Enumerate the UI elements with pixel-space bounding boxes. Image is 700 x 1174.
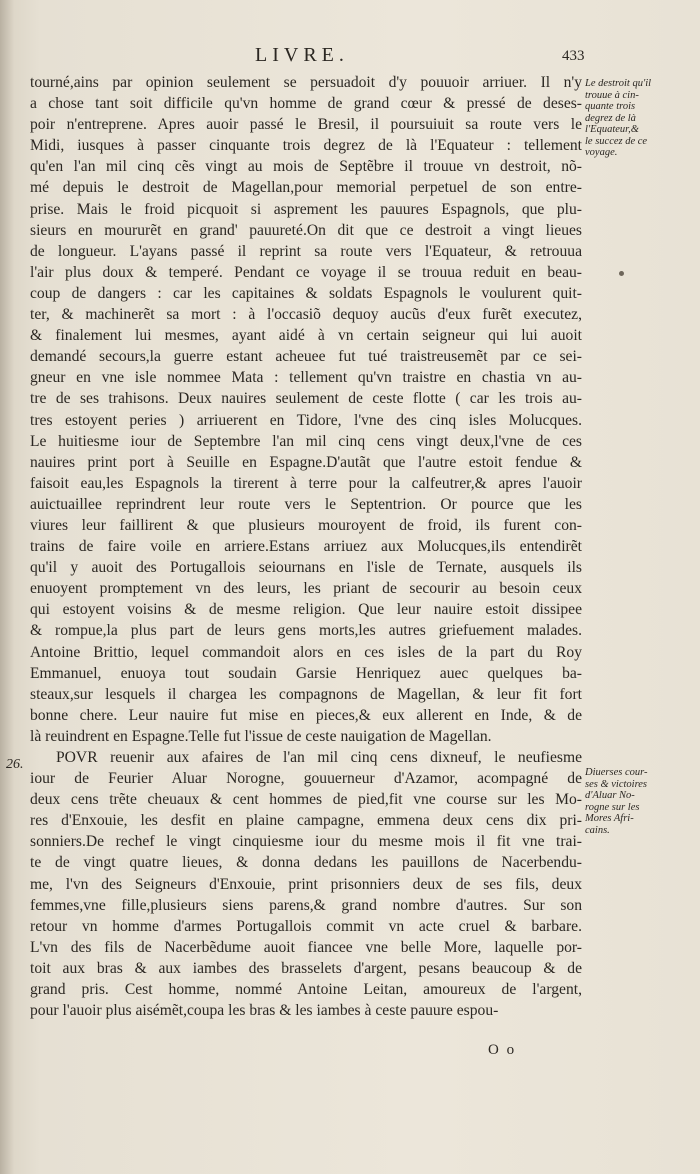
text-line: deux cens trẽte cheuaux & cent hommes de pied,fit vne course sur les Mo- — [30, 791, 582, 809]
text-line: qu'en l'an mil cinq cẽs vingt au mois de Septẽbre il trouue vn destroit, nõ- — [30, 158, 582, 176]
text-line: grand pris. Cest homme, nommé Antoine Leitan, amoureux de l'argent, — [30, 981, 582, 999]
text-line: me, l'vn des Seigneurs d'Enxouie, print prisonniers deux de ses fils, deux — [30, 875, 582, 893]
folio-number: 433 — [562, 48, 585, 64]
text-line: mé depuis le destroit de Magellan,pour memorial perpetuel de son entre- — [30, 179, 582, 197]
text-line: qu'il y auoit des Portugallois seiournans en l'isle de Ternate, ausquels ils — [30, 559, 582, 577]
ink-spot — [619, 271, 624, 276]
text-line: sieurs en moururẽt en grand' pauureté.On dit que ce destroit a vingt lieues — [30, 221, 582, 239]
text-line: res d'Enxouie, les desfit en plaine campagne, emmena deux cens dix pri- — [30, 812, 582, 830]
text-line: demandé secours,la guerre estant acheuee fut tué traistreusemẽt par ce sei- — [30, 348, 582, 366]
text-line: retour vn homme d'armes Portugallois commit vn acte cruel & barbare. — [30, 917, 582, 935]
text-line: & rompue,la plus part de leurs gens morts,les autres griefuement malades. — [30, 622, 582, 640]
text-line: là reuindrent en Espagne.Telle fut l'issue de ceste nauigation de Magellan. — [30, 727, 492, 745]
text-line: toit aux bras & aux iambes des brasselets d'argent, pesans beaucoup & de — [30, 959, 582, 977]
margin-note-line: ses & victoires — [585, 778, 648, 790]
text-line: ter, & machinerẽt sa mort : à l'occasiõ dequoy aucũs d'eux furẽt executez, — [30, 306, 582, 324]
text-line: tres estoyent peries ) arriuerent en Tidore, l'vne des cinq isles Molucques. — [30, 411, 582, 429]
text-line: viures leur faillirent & que plusieurs mouroyent de froid, ils furent con- — [30, 516, 582, 534]
text-line: auictuaillee reprindrent leur route vers le Septentrion. Or pource que les — [30, 495, 582, 513]
text-line: tourné,ains par opinion seulement se persuadoit d'y pouuoir arriuer. Il n'y — [30, 74, 582, 91]
text-line: te de vingt quatre lieues, & donna dedans les pauillons de Nacerbendu- — [30, 854, 582, 872]
text-line: Emmanuel, enuoya tout soudain Garsie Henriquez auec quelques ba- — [30, 664, 582, 682]
running-title: LIVRE. — [255, 44, 349, 66]
margin-note-line: l'Equateur,& — [585, 124, 639, 135]
text-line: pour l'auoir plus aisémẽt,coupa les bras & les iambes à ceste pauure espou- — [30, 1002, 499, 1020]
text-line: Midi, iusques à passer cinquante trois degrez de là l'Equateur : tellement — [30, 137, 582, 155]
page-header — [0, 44, 700, 74]
margin-note-line: d'Aluar No- — [585, 790, 635, 801]
text-line: & finalement lui mesmes, ayant aidé à vn certain seigneur qui lui auoit — [30, 327, 582, 345]
text-line: L'vn des fils de Nacerbẽdume auoit fiancee vne belle More, laquelle por- — [30, 938, 582, 956]
margin-note-campaigns — [585, 767, 697, 836]
margin-note-line: Mores Afri- — [585, 813, 634, 824]
text-line: nauires print port à Seuille en Espagne.D'autãt que l'autre estoit fendue & — [30, 453, 582, 471]
margin-note-line: trouue à cin- — [585, 89, 639, 101]
page-gutter-shadow — [0, 0, 14, 1174]
text-line: iour de Feurier Aluar Norogne, gouuerneur d'Azamor, acompagné de — [30, 770, 582, 788]
body-text — [30, 72, 582, 1021]
signature-mark: O o — [488, 1042, 517, 1058]
margin-note-line: rogne sur les — [585, 801, 640, 813]
text-line: faisoit eau,les Espagnols la tirerent à terre pour la calfeutrer,& apres l'auoir — [30, 474, 582, 492]
margin-note-line: Le destroit qu'il — [585, 78, 652, 89]
text-line: l'air plus doux & temperé. Pendant ce voyage il se trouua reduit en beau- — [30, 263, 582, 281]
text-line: enuoyent promptement vn des leurs, les priant de secourir au besoin ceux — [30, 580, 582, 598]
margin-note-line: cains. — [585, 824, 610, 836]
text-line: de longueur. L'ayans passé il reprint sa route vers l'Equateur, & retrouua — [30, 242, 582, 260]
margin-note-strait — [585, 78, 697, 159]
text-line: tre de ses trahisons. Deux nauires seulement de ceste flotte ( car les trois au- — [30, 390, 582, 408]
text-line: bonne chere. Leur nauire fut mise en pieces,& eux allerent en Inde, & de — [30, 706, 582, 724]
margin-note-line: le succez de ce — [585, 135, 648, 147]
text-line: steaux,sur lesquels il chargea les compagnons de Magellan, & leur fit fort — [30, 685, 582, 703]
text-line: qui estoyent voisins & de mesme religion. Que leur nauire estoit dissipee — [30, 601, 582, 619]
paragraph-number: 26. — [6, 757, 24, 772]
text-line: Le huitiesme iour de Septembre l'an mil cinq cens vingt deux,l'vne de ces — [30, 432, 582, 450]
text-line: gneur en vne isle nommee Mata : tellement qu'vn traistre en chastia vn au- — [30, 369, 582, 387]
text-line: Antoine Brittio, lequel commandoit alors en ces isles de la part du Roy — [30, 643, 582, 661]
margin-note-line: degrez de là — [585, 112, 636, 124]
text-line: trains de faire voile en arriere.Estans arriuez aux Molucques,ils entendirẽt — [30, 538, 582, 556]
margin-note-line: Diuerses cour- — [585, 767, 648, 778]
text-line: femmes,vne fille,plusieurs siens parens,& grand nombre d'autres. Sur son — [30, 896, 582, 914]
text-line: POVR reuenir aux afaires de l'an mil cinq cens dixneuf, le neufiesme — [56, 749, 582, 766]
margin-note-line: voyage. — [585, 147, 618, 158]
margin-note-line: quante trois — [585, 101, 636, 112]
text-line: a chose tant soit difficile qu'vn homme de grand cœur & pressé de deses- — [30, 95, 582, 113]
text-line: poir n'entreprene. Apres auoir passé le Bresil, il poursuiuit sa route vers le — [30, 116, 582, 134]
text-line: prise. Mais le froid picquoit si asprement les pauures Espagnols, que plu- — [30, 200, 582, 218]
text-line: coup de dangers : car les capitaines & soldats Espagnols le voulurent quit- — [30, 284, 582, 302]
text-line: sonniers.De rechef le vingt cinquiesme iour du mesme mois il fit vne trai- — [30, 833, 582, 851]
